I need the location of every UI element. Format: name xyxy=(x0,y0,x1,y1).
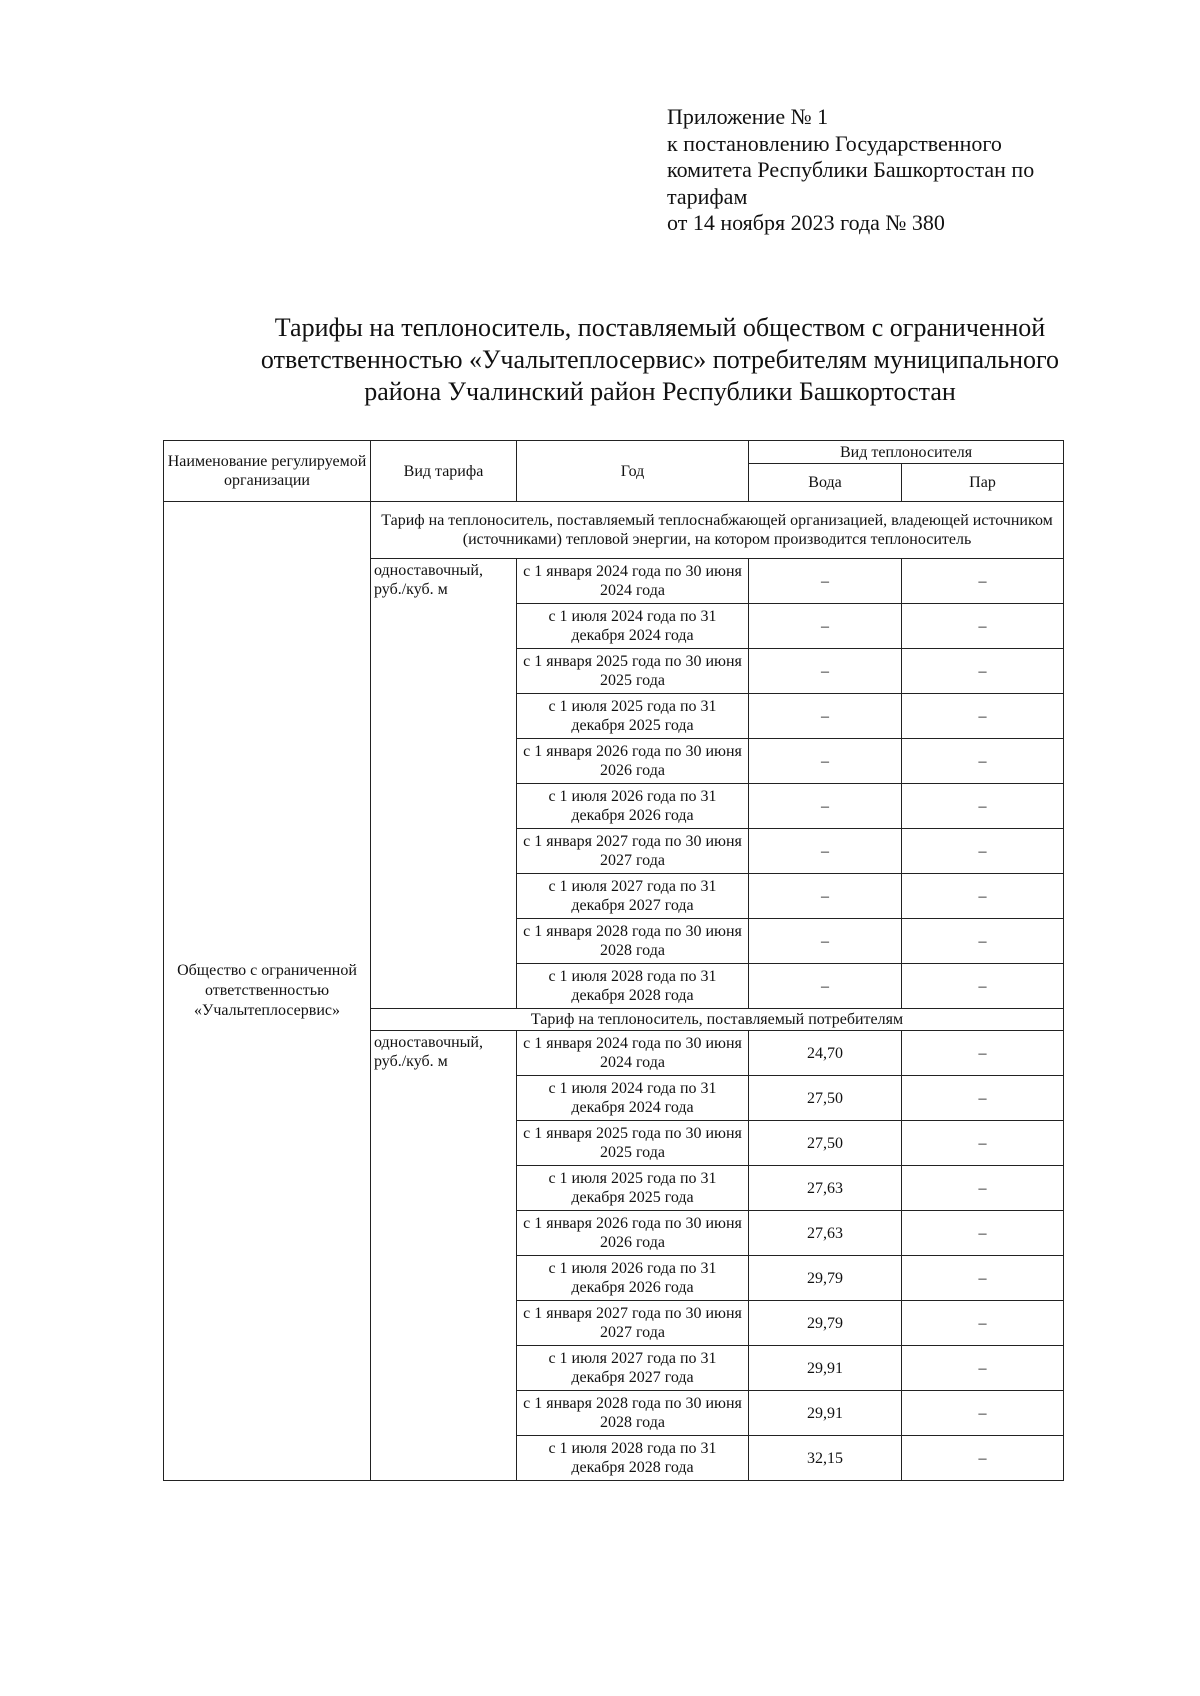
water-value: – xyxy=(749,649,902,694)
document-title xyxy=(170,312,1150,408)
water-value: – xyxy=(749,964,902,1009)
period-cell: с 1 июля 2027 года по 31 декабря 2027 года xyxy=(517,874,749,919)
header-steam: Пар xyxy=(902,464,1064,502)
water-value: – xyxy=(749,559,902,604)
period-cell: с 1 января 2027 года по 30 июня 2027 года xyxy=(517,1301,749,1346)
water-value: 27,50 xyxy=(749,1121,902,1166)
steam-value: – xyxy=(902,1391,1064,1436)
period-cell: с 1 июля 2028 года по 31 декабря 2028 года xyxy=(517,964,749,1009)
header-water: Вода xyxy=(749,464,902,502)
steam-value: – xyxy=(902,1031,1064,1076)
title-line: района Учалинский район Республики Башкортостан xyxy=(364,377,956,406)
steam-value: – xyxy=(902,694,1064,739)
tariff-table xyxy=(163,440,1064,1481)
water-value: 32,15 xyxy=(749,1436,902,1481)
period-cell: с 1 июля 2028 года по 31 декабря 2028 года xyxy=(517,1436,749,1481)
header-tariff-type: Вид тарифа xyxy=(371,441,517,502)
water-value: 29,91 xyxy=(749,1391,902,1436)
steam-value: – xyxy=(902,1256,1064,1301)
appendix-line: к постановлению Государственного xyxy=(667,130,1002,156)
water-value: 27,50 xyxy=(749,1076,902,1121)
steam-value: – xyxy=(902,1346,1064,1391)
period-cell: с 1 января 2028 года по 30 июня 2028 года xyxy=(517,919,749,964)
organization-name: Общество с ограниченной ответственностью «Учалытеплосервис» xyxy=(164,502,371,1481)
period-cell: с 1 июля 2026 года по 31 декабря 2026 года xyxy=(517,784,749,829)
tariff-table-body xyxy=(164,441,1064,1481)
steam-value: – xyxy=(902,964,1064,1009)
water-value: 27,63 xyxy=(749,1166,902,1211)
water-value: – xyxy=(749,739,902,784)
period-cell: с 1 июля 2025 года по 31 декабря 2025 года xyxy=(517,1166,749,1211)
title-line: Тарифы на теплоноситель, поставляемый обществом с ограниченной xyxy=(274,313,1046,342)
period-cell: с 1 июля 2024 года по 31 декабря 2024 года xyxy=(517,1076,749,1121)
water-value: – xyxy=(749,784,902,829)
header-row xyxy=(164,441,1064,464)
period-cell: с 1 января 2028 года по 30 июня 2028 года xyxy=(517,1391,749,1436)
steam-value: – xyxy=(902,1436,1064,1481)
steam-value: – xyxy=(902,649,1064,694)
tariff-type: одноставочный, руб./куб. м xyxy=(371,1031,517,1481)
appendix-block xyxy=(667,104,1147,237)
appendix-line: от 14 ноября 2023 года № 380 xyxy=(667,210,945,235)
steam-value: – xyxy=(902,739,1064,784)
title-line: ответственностью «Учалытеплосервис» потребителям муниципального xyxy=(260,345,1060,374)
water-value: 29,79 xyxy=(749,1256,902,1301)
period-cell: с 1 января 2026 года по 30 июня 2026 года xyxy=(517,739,749,784)
steam-value: – xyxy=(902,1076,1064,1121)
header-carrier: Вид теплоносителя xyxy=(749,441,1064,464)
steam-value: – xyxy=(902,604,1064,649)
water-value: 29,79 xyxy=(749,1301,902,1346)
steam-value: – xyxy=(902,1121,1064,1166)
period-cell: с 1 июля 2025 года по 31 декабря 2025 года xyxy=(517,694,749,739)
steam-value: – xyxy=(902,829,1064,874)
period-cell: с 1 января 2025 года по 30 июня 2025 года xyxy=(517,649,749,694)
water-value: 27,63 xyxy=(749,1211,902,1256)
steam-value: – xyxy=(902,874,1064,919)
header-year: Год xyxy=(517,441,749,502)
tariff-type: одноставочный, руб./куб. м xyxy=(371,559,517,1009)
water-value: – xyxy=(749,604,902,649)
water-value: – xyxy=(749,874,902,919)
steam-value: – xyxy=(902,784,1064,829)
steam-value: – xyxy=(902,1211,1064,1256)
period-cell: с 1 июля 2026 года по 31 декабря 2026 года xyxy=(517,1256,749,1301)
steam-value: – xyxy=(902,559,1064,604)
section-title: Тариф на теплоноситель, поставляемый теплоснабжающей организацией, владеющей источником (источниками) тепловой энергии, на котором производится теплоноситель xyxy=(371,502,1064,559)
period-cell: с 1 января 2024 года по 30 июня 2024 года xyxy=(517,559,749,604)
header-org: Наименование регулируемой организации xyxy=(164,441,371,502)
water-value: – xyxy=(749,919,902,964)
water-value: – xyxy=(749,694,902,739)
appendix-line: комитета Республики Башкортостан по xyxy=(667,157,1035,182)
appendix-line: Приложение № 1 xyxy=(667,104,829,129)
period-cell: с 1 июля 2024 года по 31 декабря 2024 года xyxy=(517,604,749,649)
steam-value: – xyxy=(902,1301,1064,1346)
period-cell: с 1 января 2025 года по 30 июня 2025 года xyxy=(517,1121,749,1166)
period-cell: с 1 января 2026 года по 30 июня 2026 года xyxy=(517,1211,749,1256)
section-title-row xyxy=(164,502,1064,559)
water-value: 24,70 xyxy=(749,1031,902,1076)
period-cell: с 1 июля 2027 года по 31 декабря 2027 года xyxy=(517,1346,749,1391)
water-value: 29,91 xyxy=(749,1346,902,1391)
water-value: – xyxy=(749,829,902,874)
period-cell: с 1 января 2027 года по 30 июня 2027 года xyxy=(517,829,749,874)
period-cell: с 1 января 2024 года по 30 июня 2024 года xyxy=(517,1031,749,1076)
appendix-line: тарифам xyxy=(667,183,748,209)
steam-value: – xyxy=(902,1166,1064,1211)
steam-value: – xyxy=(902,919,1064,964)
section-title: Тариф на теплоноситель, поставляемый потребителям xyxy=(371,1009,1064,1031)
